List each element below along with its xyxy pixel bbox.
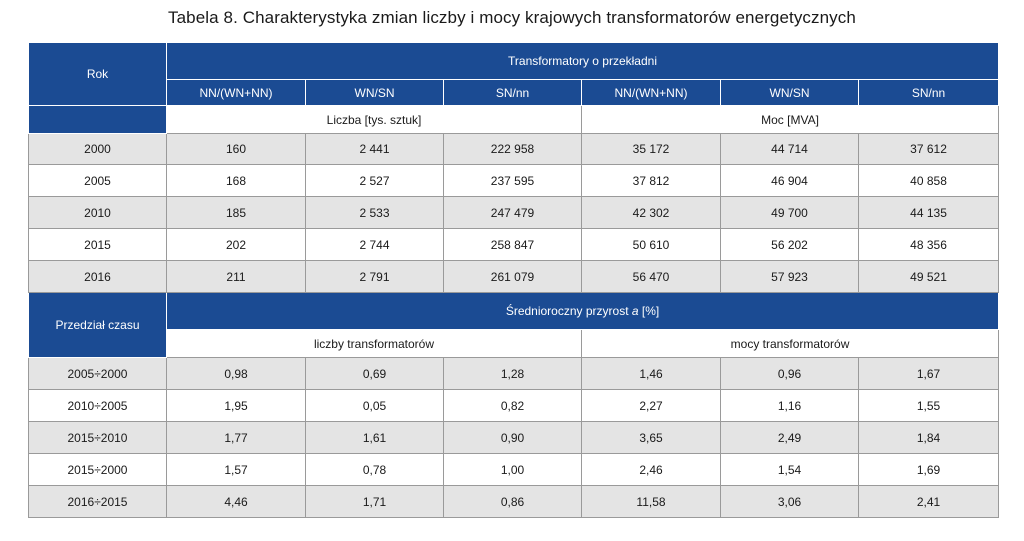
table-cell: 2,49 xyxy=(721,422,859,454)
table-cell: 2 533 xyxy=(306,197,444,229)
table-cell: 247 479 xyxy=(444,197,582,229)
table-row xyxy=(29,197,999,229)
table-title: Tabela 8. Charakterystyka zmian liczby i mocy krajowych transformatorów energetycznych xyxy=(168,8,856,27)
table-cell: 56 470 xyxy=(582,261,721,293)
table-cell: 1,69 xyxy=(859,454,999,486)
table-cell: 44 135 xyxy=(859,197,999,229)
table-cell: 2 791 xyxy=(306,261,444,293)
table-cell: 0,69 xyxy=(306,358,444,390)
table-cell: 1,84 xyxy=(859,422,999,454)
table-cell: 0,86 xyxy=(444,486,582,518)
table-cell: 2,27 xyxy=(582,390,721,422)
table-cell: 1,55 xyxy=(859,390,999,422)
table-cell: 222 958 xyxy=(444,134,582,165)
table-row xyxy=(29,261,999,293)
table-cell: 258 847 xyxy=(444,229,582,261)
table-cell: 50 610 xyxy=(582,229,721,261)
table-cell: 0,78 xyxy=(306,454,444,486)
table-cell: 56 202 xyxy=(721,229,859,261)
table-cell: 1,95 xyxy=(167,390,306,422)
table-cell: 2 527 xyxy=(306,165,444,197)
table-cell: 160 xyxy=(167,134,306,165)
table-row xyxy=(29,134,999,165)
table-cell: 37 812 xyxy=(582,165,721,197)
transformer-table xyxy=(28,42,999,518)
row-label: 2000 xyxy=(29,134,167,165)
table-cell: 185 xyxy=(167,197,306,229)
unit-label-power: Moc [MVA] xyxy=(582,106,999,134)
row-label: 2016 xyxy=(29,261,167,293)
unit-label-count-growth: liczby transformatorów xyxy=(167,330,582,358)
column-header: WN/SN xyxy=(721,80,859,106)
table-cell: 49 521 xyxy=(859,261,999,293)
column-header: NN/(WN+NN) xyxy=(582,80,721,106)
table-cell: 1,16 xyxy=(721,390,859,422)
group-header-transformers: Transformatory o przekładni xyxy=(167,43,999,80)
row-label: 2015÷2010 xyxy=(29,422,167,454)
unit-label-power-growth: mocy transformatorów xyxy=(582,330,999,358)
growth-header-prefix: Średnioroczny przyrost xyxy=(505,304,632,318)
table-cell: 0,82 xyxy=(444,390,582,422)
row-label: 2015 xyxy=(29,229,167,261)
column-header: NN/(WN+NN) xyxy=(167,80,306,106)
row-header-period: Przedział czasu xyxy=(29,293,167,358)
growth-header-symbol: a xyxy=(631,304,639,318)
table-row xyxy=(29,390,999,422)
table-cell: 1,67 xyxy=(859,358,999,390)
table-cell: 3,06 xyxy=(721,486,859,518)
table-row xyxy=(29,229,999,261)
row-label: 2010÷2005 xyxy=(29,390,167,422)
table-cell: 1,77 xyxy=(167,422,306,454)
table-cell: 2 744 xyxy=(306,229,444,261)
group-header-growth xyxy=(167,293,999,330)
table-cell: 2,41 xyxy=(859,486,999,518)
table-cell: 49 700 xyxy=(721,197,859,229)
table-cell: 1,46 xyxy=(582,358,721,390)
table-cell: 4,46 xyxy=(167,486,306,518)
table-cell: 46 904 xyxy=(721,165,859,197)
row-label: 2010 xyxy=(29,197,167,229)
row-label: 2005÷2000 xyxy=(29,358,167,390)
table-cell: 168 xyxy=(167,165,306,197)
table-cell: 1,54 xyxy=(721,454,859,486)
column-header: SN/nn xyxy=(444,80,582,106)
row-header-spacer xyxy=(29,106,167,134)
table-cell: 0,90 xyxy=(444,422,582,454)
table-cell: 261 079 xyxy=(444,261,582,293)
table-row xyxy=(29,165,999,197)
table-cell: 2,46 xyxy=(582,454,721,486)
table-cell: 57 923 xyxy=(721,261,859,293)
table-row xyxy=(29,358,999,390)
table-cell: 0,96 xyxy=(721,358,859,390)
table-cell: 3,65 xyxy=(582,422,721,454)
table-row xyxy=(29,486,999,518)
row-label: 2005 xyxy=(29,165,167,197)
row-label: 2016÷2015 xyxy=(29,486,167,518)
row-header-year: Rok xyxy=(29,43,167,106)
table-cell: 42 302 xyxy=(582,197,721,229)
column-header: WN/SN xyxy=(306,80,444,106)
table-cell: 1,28 xyxy=(444,358,582,390)
table-cell: 0,05 xyxy=(306,390,444,422)
table-cell: 0,98 xyxy=(167,358,306,390)
table-cell: 37 612 xyxy=(859,134,999,165)
table-cell: 40 858 xyxy=(859,165,999,197)
table-row xyxy=(29,454,999,486)
table-cell: 237 595 xyxy=(444,165,582,197)
table-cell: 202 xyxy=(167,229,306,261)
table-cell: 48 356 xyxy=(859,229,999,261)
unit-label-count: Liczba [tys. sztuk] xyxy=(167,106,582,134)
table-row xyxy=(29,422,999,454)
table-cell: 1,71 xyxy=(306,486,444,518)
table-cell: 35 172 xyxy=(582,134,721,165)
table-cell: 211 xyxy=(167,261,306,293)
table-cell: 2 441 xyxy=(306,134,444,165)
table-cell: 1,57 xyxy=(167,454,306,486)
table-cell: 1,00 xyxy=(444,454,582,486)
growth-header-suffix: [%] xyxy=(638,304,660,318)
column-header: SN/nn xyxy=(859,80,999,106)
table-cell: 1,61 xyxy=(306,422,444,454)
row-label: 2015÷2000 xyxy=(29,454,167,486)
table-cell: 44 714 xyxy=(721,134,859,165)
table-cell: 11,58 xyxy=(582,486,721,518)
